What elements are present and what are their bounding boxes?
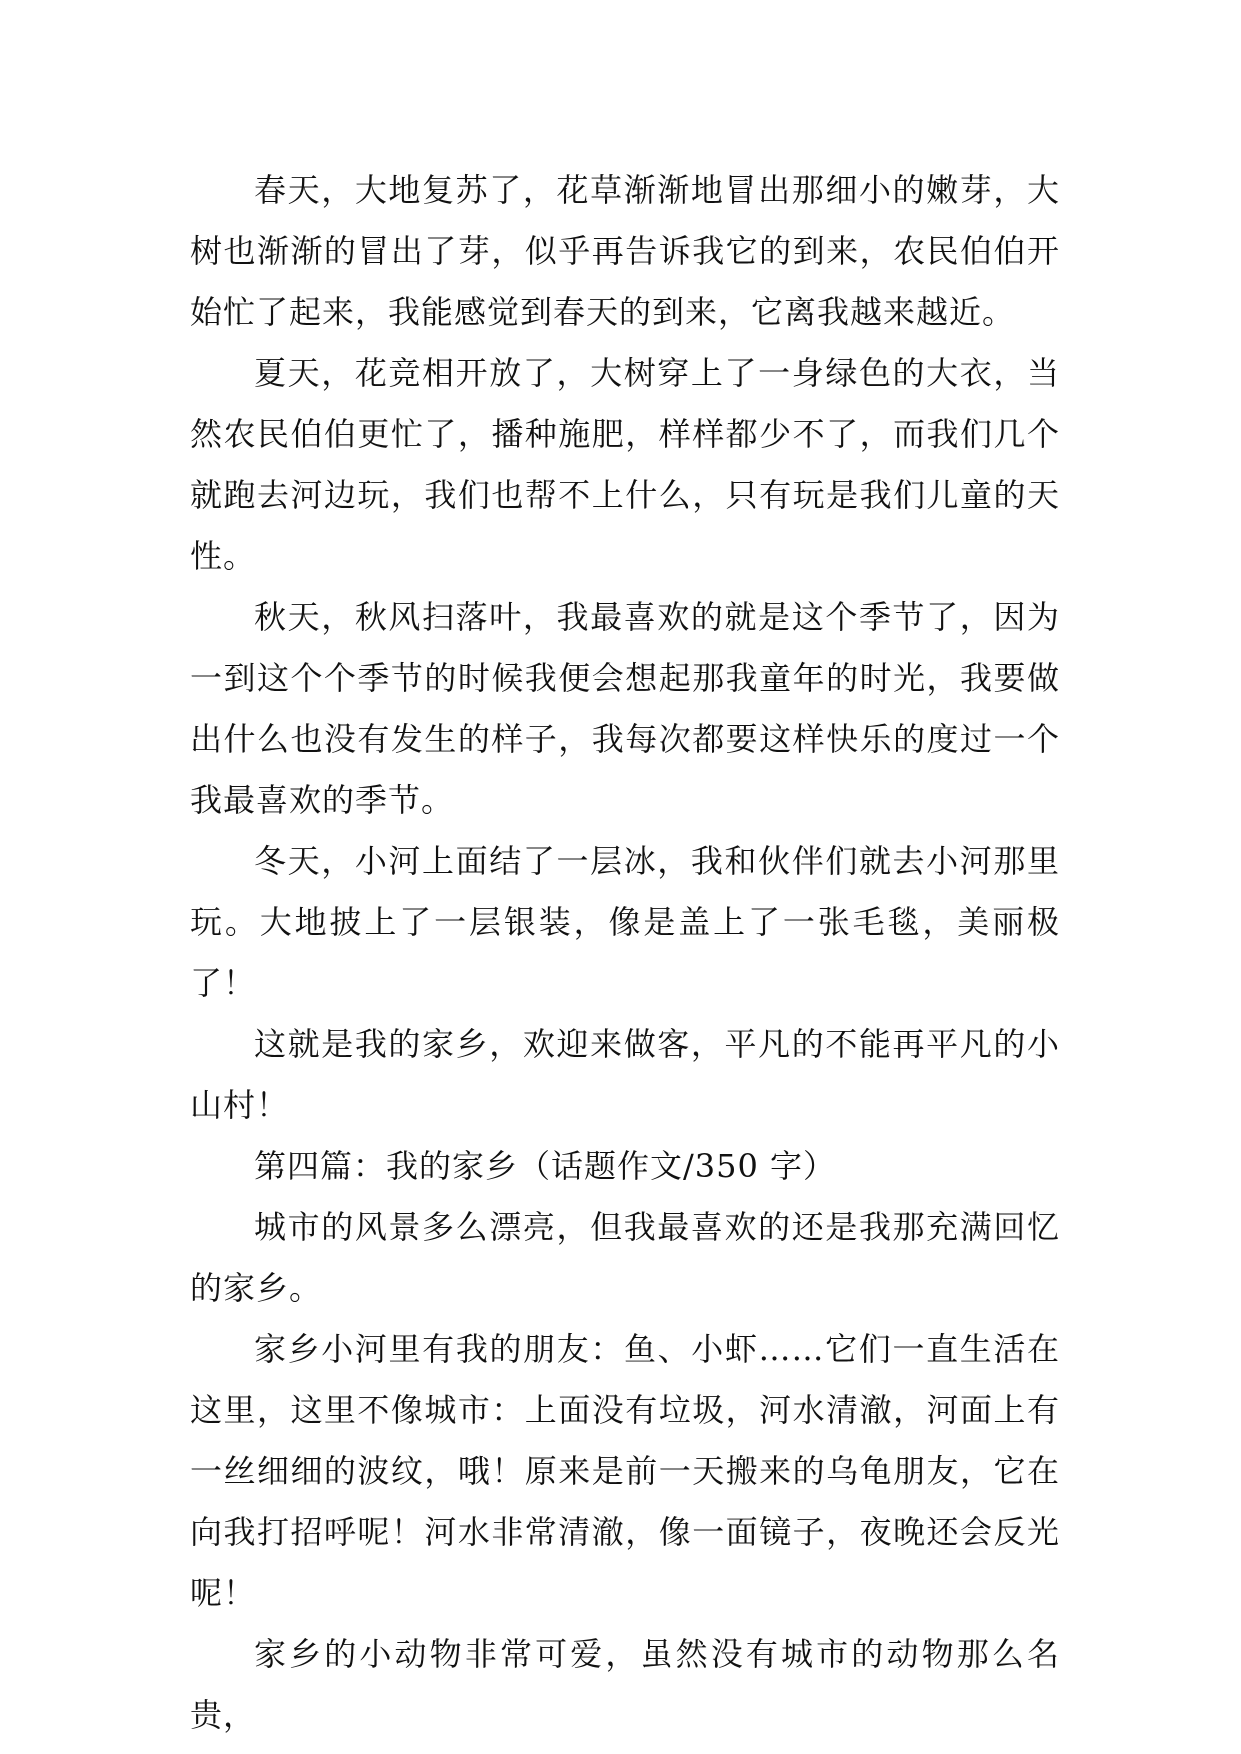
paragraph-river: 家乡小河里有我的朋友：鱼、小虾……它们一直生活在这里，这里不像城市：上面没有垃圾，河水清澈，河面上有一丝细细的波纹，哦！原来是前一天搬来的乌龟朋友，它在向我打招呼呢！河水非常清澈，像一面镜子，夜晚还会反光呢！ — [190, 1330, 1060, 1612]
paragraph-summer: 夏天，花竞相开放了，大树穿上了一身绿色的大衣，当然农民伯伯更忙了，播种施肥，样样都少不了，而我们几个就跑去河边玩，我们也帮不上什么，只有玩是我们儿童的天性。 — [190, 354, 1060, 575]
paragraph-autumn: 秋天，秋风扫落叶，我最喜欢的就是这个季节了，因为一到这个个季节的时候我便会想起那我童年的时光，我要做出什么也没有发生的样子，我每次都要这样快乐的度过一个我最喜欢的季节。 — [190, 598, 1060, 819]
paragraph-spring: 春天，大地复苏了，花草渐渐地冒出那细小的嫩芽，大树也渐渐的冒出了芽，似乎再告诉我它的到来，农民伯伯开始忙了起来，我能感觉到春天的到来，它离我越来越近。 — [190, 171, 1060, 331]
paragraph-conclusion: 这就是我的家乡，欢迎来做客，平凡的不能再平凡的小山村！ — [190, 1025, 1060, 1124]
paragraph-winter: 冬天，小河上面结了一层冰，我和伙伴们就去小河那里玩。大地披上了一层银装，像是盖上了一张毛毯，美丽极了！ — [190, 842, 1060, 1002]
paragraph-intro: 城市的风景多么漂亮，但我最喜欢的还是我那充满回忆的家乡。 — [190, 1208, 1060, 1307]
section-heading: 第四篇：我的家乡（话题作文/350 字） — [254, 1147, 837, 1185]
paragraph-animals: 家乡的小动物非常可爱，虽然没有城市的动物那么名贵， — [190, 1635, 1060, 1734]
document-body — [190, 160, 1060, 1746]
